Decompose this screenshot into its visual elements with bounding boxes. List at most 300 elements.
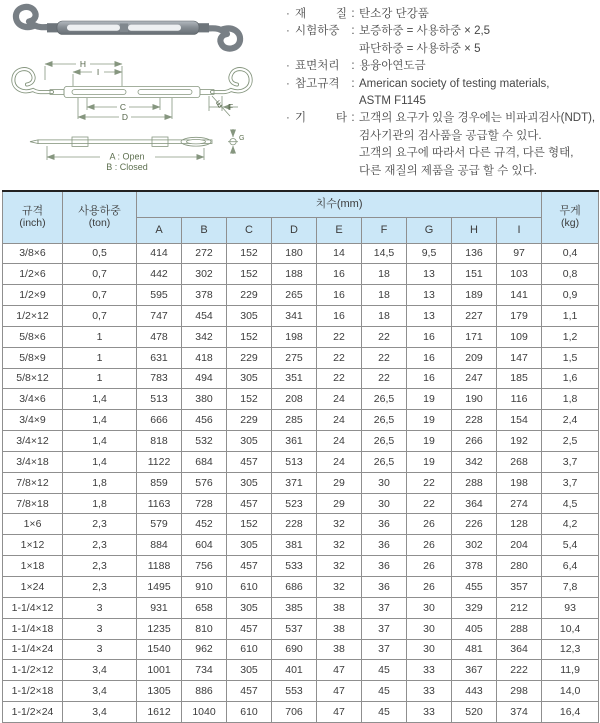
- dim-label-d: D: [121, 112, 129, 122]
- value-cell: 265: [272, 285, 317, 306]
- value-cell: 185: [497, 368, 542, 389]
- value-cell: 1: [63, 347, 137, 368]
- spec-colon: :: [351, 77, 355, 90]
- value-cell: 209: [452, 347, 497, 368]
- value-cell: 26: [407, 556, 452, 577]
- value-cell: 3,4: [63, 681, 137, 702]
- value-cell: 1,4: [63, 451, 137, 472]
- value-cell: 3: [63, 618, 137, 639]
- value-cell: 910: [182, 577, 227, 598]
- value-cell: 3,4: [63, 702, 137, 723]
- value-cell: 1,8: [542, 389, 599, 410]
- value-cell: 1,5: [542, 347, 599, 368]
- value-cell: 30: [407, 618, 452, 639]
- value-cell: 513: [137, 389, 182, 410]
- value-cell: 154: [497, 410, 542, 431]
- value-cell: 171: [452, 326, 497, 347]
- value-cell: 288: [497, 618, 542, 639]
- size-cell: 1-1/2×24: [3, 702, 63, 723]
- value-cell: 229: [227, 347, 272, 368]
- spec-bullet: ·: [286, 60, 290, 73]
- value-cell: 22: [407, 493, 452, 514]
- table-wrap: [0, 190, 600, 723]
- value-cell: 26,5: [362, 389, 407, 410]
- table-row: [3, 285, 599, 306]
- value-cell: 16: [317, 306, 362, 327]
- value-cell: 226: [452, 514, 497, 535]
- value-cell: 298: [497, 681, 542, 702]
- value-cell: 36: [362, 577, 407, 598]
- value-cell: 666: [137, 410, 182, 431]
- value-cell: 11,9: [542, 660, 599, 681]
- value-cell: 456: [182, 410, 227, 431]
- spec-bullet: ·: [286, 25, 290, 38]
- size-cell: 1-1/4×24: [3, 639, 63, 660]
- value-cell: 152: [227, 264, 272, 285]
- table-row: [3, 410, 599, 431]
- value-cell: 228: [272, 514, 317, 535]
- value-cell: 1540: [137, 639, 182, 660]
- value-cell: 454: [182, 306, 227, 327]
- size-cell: 1×12: [3, 535, 63, 556]
- value-cell: 305: [227, 306, 272, 327]
- value-cell: 16: [407, 368, 452, 389]
- size-cell: 5/8×12: [3, 368, 63, 389]
- spec-bullet: [286, 128, 295, 145]
- table-row: [3, 306, 599, 327]
- spec-colon: [347, 128, 359, 145]
- col-header-load: [63, 191, 137, 243]
- spec-label: 표면처리: [295, 60, 340, 73]
- size-cell: 1×18: [3, 556, 63, 577]
- value-cell: 16: [407, 347, 452, 368]
- value-cell: 180: [272, 243, 317, 264]
- spec-label: [295, 93, 347, 110]
- value-cell: 0,8: [542, 264, 599, 285]
- value-cell: 0,7: [63, 306, 137, 327]
- spec-bullet: ·: [286, 112, 290, 125]
- size-cell: 5/8×6: [3, 326, 63, 347]
- dim-label-b-closed: B : Closed: [106, 162, 148, 172]
- value-cell: 22: [317, 347, 362, 368]
- spec-line: [286, 6, 598, 23]
- value-cell: 152: [227, 243, 272, 264]
- table-row: [3, 702, 599, 723]
- value-cell: 684: [182, 451, 227, 472]
- value-cell: 275: [272, 347, 317, 368]
- value-cell: 686: [272, 577, 317, 598]
- value-cell: 32: [317, 556, 362, 577]
- col-header-d: D: [272, 217, 317, 243]
- value-cell: 305: [227, 660, 272, 681]
- value-cell: 13: [407, 306, 452, 327]
- value-cell: 208: [272, 389, 317, 410]
- value-cell: 229: [227, 410, 272, 431]
- value-cell: 329: [452, 597, 497, 618]
- size-cell: 3/4×12: [3, 431, 63, 452]
- spec-bullet: ·: [286, 77, 290, 90]
- value-cell: 576: [182, 472, 227, 493]
- product-photo: [16, 7, 240, 49]
- value-cell: 4,5: [542, 493, 599, 514]
- table-row: [3, 472, 599, 493]
- value-cell: 152: [227, 326, 272, 347]
- value-cell: 24: [317, 451, 362, 472]
- spec-colon: [347, 145, 359, 162]
- value-cell: 16: [317, 264, 362, 285]
- value-cell: 610: [227, 702, 272, 723]
- value-cell: 288: [452, 472, 497, 493]
- value-cell: 1,1: [542, 306, 599, 327]
- value-cell: 0,7: [63, 285, 137, 306]
- spec-colon: :: [351, 60, 355, 73]
- value-cell: 30: [362, 472, 407, 493]
- value-cell: 342: [182, 326, 227, 347]
- value-cell: 151: [452, 264, 497, 285]
- value-cell: 109: [497, 326, 542, 347]
- value-cell: 152: [227, 514, 272, 535]
- spec-line: [286, 23, 598, 40]
- top-section: [0, 0, 600, 190]
- value-cell: 0,5: [63, 243, 137, 264]
- spec-bullet: [286, 145, 295, 162]
- spec-label: 재 질: [295, 8, 347, 20]
- table-row: [3, 618, 599, 639]
- value-cell: 13: [407, 264, 452, 285]
- col-header-e: E: [317, 217, 362, 243]
- col-header-c: C: [227, 217, 272, 243]
- value-cell: 305: [227, 431, 272, 452]
- value-cell: 33: [407, 681, 452, 702]
- value-cell: 553: [272, 681, 317, 702]
- value-cell: 302: [182, 264, 227, 285]
- table-header: [3, 191, 599, 243]
- value-cell: 1001: [137, 660, 182, 681]
- col-header-spec: [3, 191, 63, 243]
- value-cell: 29: [317, 472, 362, 493]
- table-row: [3, 431, 599, 452]
- value-cell: 93: [542, 597, 599, 618]
- value-cell: 1122: [137, 451, 182, 472]
- spec-line: [286, 110, 598, 127]
- value-cell: 364: [452, 493, 497, 514]
- value-cell: 962: [182, 639, 227, 660]
- spec-colon: [347, 93, 359, 110]
- value-cell: 610: [227, 577, 272, 598]
- value-cell: 26,5: [362, 410, 407, 431]
- value-cell: 103: [497, 264, 542, 285]
- value-cell: 0,7: [63, 264, 137, 285]
- value-cell: 604: [182, 535, 227, 556]
- size-cell: 1×24: [3, 577, 63, 598]
- value-cell: 1495: [137, 577, 182, 598]
- value-cell: 33: [407, 660, 452, 681]
- value-cell: 22: [407, 472, 452, 493]
- value-cell: 247: [452, 368, 497, 389]
- value-cell: 747: [137, 306, 182, 327]
- value-cell: 18: [362, 264, 407, 285]
- value-cell: 16: [407, 326, 452, 347]
- value-cell: 47: [317, 660, 362, 681]
- value-cell: 36: [362, 514, 407, 535]
- value-cell: 783: [137, 368, 182, 389]
- value-cell: 26,5: [362, 431, 407, 452]
- value-cell: 405: [452, 618, 497, 639]
- size-cell: 1/2×12: [3, 306, 63, 327]
- value-cell: 29: [317, 493, 362, 514]
- value-cell: 37: [362, 639, 407, 660]
- value-cell: 198: [497, 472, 542, 493]
- value-cell: 3: [63, 597, 137, 618]
- col-header-spec-unit: (inch): [19, 217, 46, 230]
- spec-content: 고객의 요구에 따라서 다른 규격, 다른 형태,: [359, 147, 574, 160]
- value-cell: 38: [317, 597, 362, 618]
- value-cell: 3,7: [542, 472, 599, 493]
- value-cell: 2,4: [542, 410, 599, 431]
- spec-line: [286, 58, 598, 75]
- value-cell: 14: [317, 243, 362, 264]
- value-cell: 533: [272, 556, 317, 577]
- table-row: [3, 243, 599, 264]
- value-cell: 364: [497, 639, 542, 660]
- spec-content: 다른 재질의 제품을 공급 할 수 있다.: [359, 164, 537, 177]
- table-row: [3, 681, 599, 702]
- size-cell: 1-1/4×18: [3, 618, 63, 639]
- spec-list: [282, 0, 600, 190]
- value-cell: 274: [497, 493, 542, 514]
- value-cell: 1,2: [542, 326, 599, 347]
- value-cell: 457: [227, 556, 272, 577]
- value-cell: 810: [182, 618, 227, 639]
- value-cell: 32: [317, 514, 362, 535]
- dimension-drawing: [13, 59, 250, 122]
- spec-content: 탄소강 단강품: [359, 8, 429, 20]
- spec-content: 검사기관의 검사품을 공급할 수 있다.: [359, 129, 542, 142]
- table-row: [3, 514, 599, 535]
- spec-bullet: [286, 41, 295, 58]
- value-cell: 2,3: [63, 535, 137, 556]
- value-cell: 5,4: [542, 535, 599, 556]
- value-cell: 192: [497, 431, 542, 452]
- dim-label-i: I: [96, 67, 100, 77]
- value-cell: 457: [227, 681, 272, 702]
- value-cell: 523: [272, 493, 317, 514]
- value-cell: 18: [362, 306, 407, 327]
- turnbuckle-figure: [0, 0, 282, 190]
- value-cell: 520: [452, 702, 497, 723]
- value-cell: 16: [317, 285, 362, 306]
- value-cell: 32: [317, 535, 362, 556]
- value-cell: 706: [272, 702, 317, 723]
- value-cell: 931: [137, 597, 182, 618]
- dim-label-g: G: [239, 135, 245, 142]
- value-cell: 2,3: [63, 556, 137, 577]
- value-cell: 756: [182, 556, 227, 577]
- value-cell: 2,3: [63, 514, 137, 535]
- value-cell: 136: [452, 243, 497, 264]
- value-cell: 414: [137, 243, 182, 264]
- col-header-load-label: 사용하중: [78, 205, 121, 218]
- spec-label: [295, 128, 347, 145]
- spec-line: [286, 163, 598, 180]
- col-header-weight-unit: (kg): [561, 217, 580, 230]
- value-cell: 1: [63, 368, 137, 389]
- dim-label-a-open: A : Open: [109, 151, 145, 162]
- table-row: [3, 597, 599, 618]
- spec-label: 기 타: [295, 112, 347, 125]
- value-cell: 33: [407, 702, 452, 723]
- value-cell: 1,8: [63, 472, 137, 493]
- col-header-i: I: [497, 217, 542, 243]
- value-cell: 188: [272, 264, 317, 285]
- value-cell: 26: [407, 514, 452, 535]
- spec-line: [286, 128, 598, 145]
- size-cell: 1-1/4×12: [3, 597, 63, 618]
- value-cell: 367: [452, 660, 497, 681]
- side-view-drawing: [30, 129, 244, 172]
- value-cell: 478: [137, 326, 182, 347]
- value-cell: 357: [497, 577, 542, 598]
- value-cell: 1,4: [63, 431, 137, 452]
- value-cell: 14,0: [542, 681, 599, 702]
- col-header-dimensions: 치수(mm): [137, 191, 542, 217]
- size-cell: 5/8×9: [3, 347, 63, 368]
- value-cell: 12,3: [542, 639, 599, 660]
- value-cell: 457: [227, 493, 272, 514]
- value-cell: 190: [452, 389, 497, 410]
- value-cell: 455: [452, 577, 497, 598]
- value-cell: 26,5: [362, 451, 407, 472]
- value-cell: 141: [497, 285, 542, 306]
- col-header-f: F: [362, 217, 407, 243]
- value-cell: 1235: [137, 618, 182, 639]
- value-cell: 513: [272, 451, 317, 472]
- table-row: [3, 639, 599, 660]
- value-cell: 579: [137, 514, 182, 535]
- value-cell: 229: [227, 285, 272, 306]
- col-header-b: B: [182, 217, 227, 243]
- spec-colon: :: [351, 112, 355, 125]
- value-cell: 9,5: [407, 243, 452, 264]
- size-cell: 1/2×9: [3, 285, 63, 306]
- value-cell: 1,4: [63, 410, 137, 431]
- value-cell: 351: [272, 368, 317, 389]
- value-cell: 45: [362, 660, 407, 681]
- value-cell: 272: [182, 243, 227, 264]
- spec-line: [286, 76, 598, 93]
- value-cell: 30: [407, 639, 452, 660]
- col-header-spec-label: 규격: [21, 205, 44, 218]
- value-cell: 285: [272, 410, 317, 431]
- value-cell: 532: [182, 431, 227, 452]
- spec-colon: [347, 163, 359, 180]
- value-cell: 341: [272, 306, 317, 327]
- value-cell: 0,9: [542, 285, 599, 306]
- value-cell: 13: [407, 285, 452, 306]
- size-cell: 1×6: [3, 514, 63, 535]
- value-cell: 116: [497, 389, 542, 410]
- value-cell: 24: [317, 389, 362, 410]
- dim-label-h: H: [79, 59, 87, 69]
- spec-label: 시험하중: [295, 25, 340, 38]
- spec-line: [286, 145, 598, 162]
- spec-content: 파단하중 = 사용하중 × 5: [359, 42, 481, 55]
- table-row: [3, 347, 599, 368]
- value-cell: 45: [362, 702, 407, 723]
- value-cell: 227: [452, 306, 497, 327]
- spec-content: American society of testing materials,: [359, 77, 550, 90]
- value-cell: 7,8: [542, 577, 599, 598]
- value-cell: 30: [407, 597, 452, 618]
- value-cell: 1,8: [63, 493, 137, 514]
- value-cell: 37: [362, 618, 407, 639]
- spec-colon: :: [351, 8, 355, 20]
- value-cell: 36: [362, 556, 407, 577]
- value-cell: 442: [137, 264, 182, 285]
- value-cell: 38: [317, 618, 362, 639]
- value-cell: 494: [182, 368, 227, 389]
- spec-bullet: [286, 93, 295, 110]
- value-cell: 16,4: [542, 702, 599, 723]
- value-cell: 45: [362, 681, 407, 702]
- value-cell: 595: [137, 285, 182, 306]
- value-cell: 610: [227, 639, 272, 660]
- value-cell: 37: [362, 597, 407, 618]
- table-row: [3, 660, 599, 681]
- table-row: [3, 368, 599, 389]
- dim-label-e: E: [213, 98, 225, 110]
- value-cell: 305: [227, 597, 272, 618]
- value-cell: 1,4: [63, 389, 137, 410]
- size-cell: 3/4×6: [3, 389, 63, 410]
- value-cell: 38: [317, 639, 362, 660]
- size-cell: 1/2×6: [3, 264, 63, 285]
- value-cell: 14,5: [362, 243, 407, 264]
- value-cell: 1163: [137, 493, 182, 514]
- value-cell: 452: [182, 514, 227, 535]
- value-cell: 36: [362, 535, 407, 556]
- spec-bullet: [286, 163, 295, 180]
- value-cell: 3,7: [542, 451, 599, 472]
- value-cell: 631: [137, 347, 182, 368]
- value-cell: 2,3: [63, 577, 137, 598]
- col-header-g: G: [407, 217, 452, 243]
- spec-colon: [347, 41, 359, 58]
- table-row: [3, 389, 599, 410]
- value-cell: 380: [182, 389, 227, 410]
- value-cell: 378: [452, 556, 497, 577]
- value-cell: 2,5: [542, 431, 599, 452]
- size-cell: 3/4×9: [3, 410, 63, 431]
- value-cell: 728: [182, 493, 227, 514]
- value-cell: 179: [497, 306, 542, 327]
- dim-label-f: F: [228, 102, 234, 112]
- spec-colon: :: [351, 25, 355, 38]
- value-cell: 10,4: [542, 618, 599, 639]
- value-cell: 1040: [182, 702, 227, 723]
- value-cell: 19: [407, 410, 452, 431]
- value-cell: 24: [317, 431, 362, 452]
- value-cell: 457: [227, 451, 272, 472]
- table-row: [3, 451, 599, 472]
- spec-line: [286, 93, 598, 110]
- value-cell: 26: [407, 535, 452, 556]
- value-cell: 537: [272, 618, 317, 639]
- value-cell: 19: [407, 451, 452, 472]
- size-cell: 1-1/2×18: [3, 681, 63, 702]
- size-table: [2, 190, 599, 723]
- value-cell: 658: [182, 597, 227, 618]
